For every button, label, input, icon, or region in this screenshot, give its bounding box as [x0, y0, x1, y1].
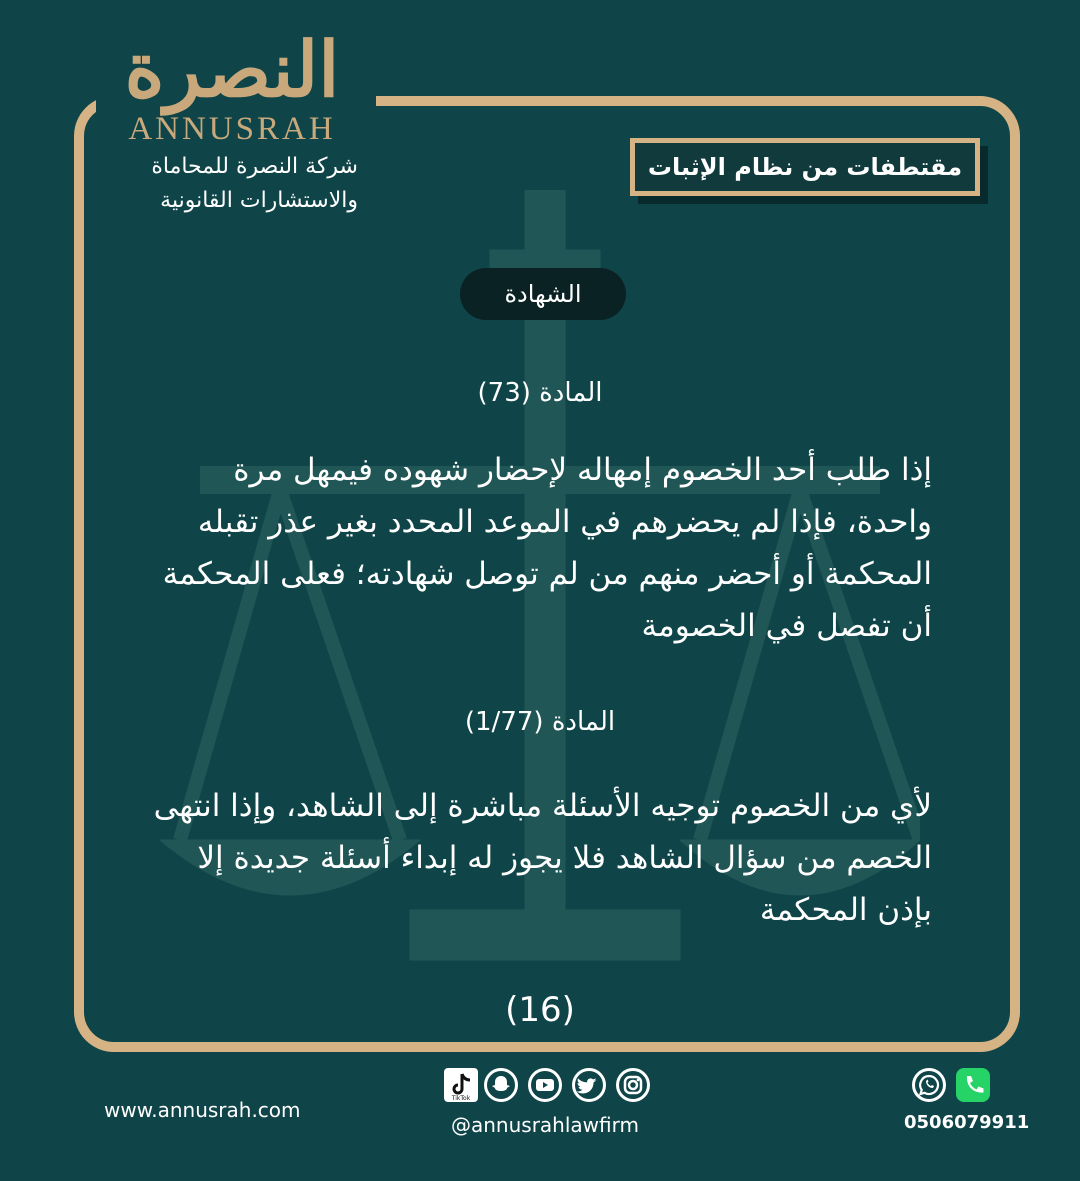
twitter-icon[interactable]: [572, 1068, 606, 1102]
tiktok-icon[interactable]: [444, 1068, 478, 1102]
website-link[interactable]: www.annusrah.com: [104, 1098, 301, 1122]
article-heading: المادة (73): [477, 378, 603, 408]
instagram-icon[interactable]: [616, 1068, 650, 1102]
page-number: (16): [505, 990, 575, 1030]
phone-number[interactable]: 0506079911: [904, 1112, 1030, 1133]
firm-name-line1: شركة النصرة للمحاماة: [151, 154, 358, 179]
brand-logo: [98, 22, 378, 218]
article-text: لأي من الخصوم توجيه الأسئلة مباشرة إلى الشاهد، وإذا انتهى الخصم من سؤال الشاهد فلا يجوز له إبداء أسئلة جديدة إلا بإذن المحكمة: [153, 788, 932, 928]
firm-name-line2: والاستشارات القانونية: [160, 188, 358, 213]
tiktok-label: TikTok: [451, 1095, 471, 1102]
whatsapp-icon[interactable]: [912, 1068, 946, 1102]
social-handle[interactable]: @annusrahlawfirm: [451, 1113, 639, 1137]
article-text: إذا طلب أحد الخصوم إمهاله لإحضار شهوده فيمهل مرة واحدة، فإذا لم يحضرهم في الموعد المحدد بغير عذر تقبله المحكمة أو أحضر منهم من لم توصل شهادته؛ فعلى المحكمة أن تفصل في الخصومة: [162, 452, 932, 644]
section-pill: الشهادة: [460, 268, 626, 320]
logo-arabic-text: النصرة: [124, 25, 340, 114]
logo-latin-text: ANNUSRAH: [128, 111, 336, 147]
article-heading: المادة (1/77): [464, 707, 616, 737]
youtube-icon[interactable]: [528, 1068, 562, 1102]
snapchat-icon[interactable]: [484, 1068, 518, 1102]
phone-icon[interactable]: [956, 1068, 990, 1102]
title-box: [630, 138, 980, 196]
page-title: مقتطفات من نظام الإثبات: [647, 153, 963, 181]
